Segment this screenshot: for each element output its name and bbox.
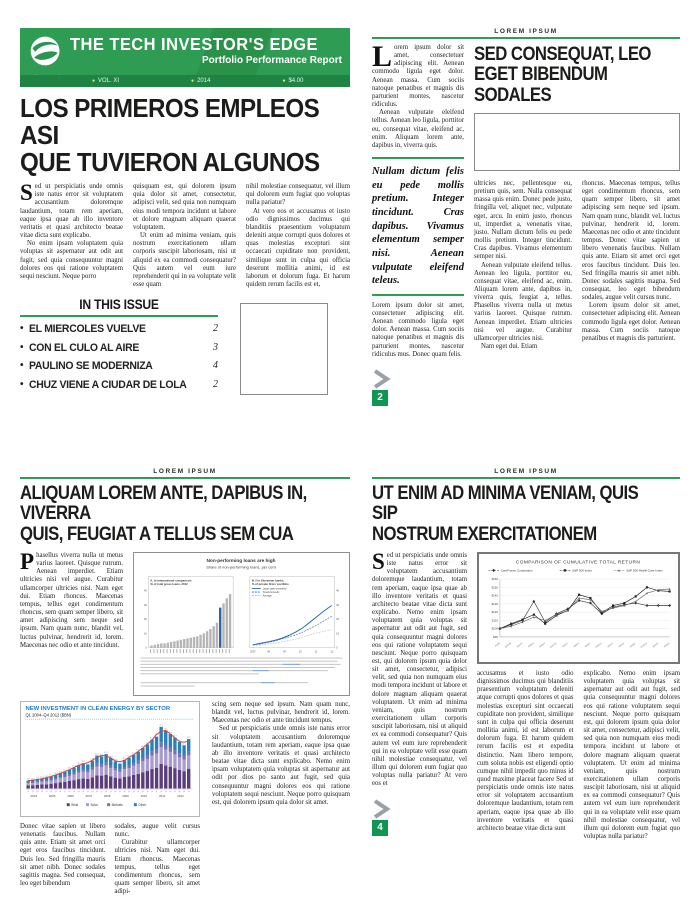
- svg-text:21.0: 21.0: [63, 769, 67, 772]
- svg-text:30: 30: [143, 603, 147, 607]
- svg-text:11.4: 11.4: [35, 777, 40, 780]
- article-aliquam: [20, 468, 350, 896]
- svg-text:Q4: Q4: [95, 791, 99, 793]
- svg-text:18.9: 18.9: [58, 771, 63, 774]
- svg-text:B. For Slovenian banks:: B. For Slovenian banks:: [251, 578, 285, 583]
- svg-text:CareFusion Corporation: CareFusion Corporation: [500, 568, 533, 573]
- svg-text:13.2: 13.2: [44, 775, 49, 778]
- svg-text:23.5: 23.5: [67, 767, 72, 770]
- svg-text:58.2: 58.2: [177, 740, 182, 743]
- svg-text:64.9: 64.9: [154, 734, 159, 737]
- issue-item: • CON EL CULO AL AIRE 3: [20, 341, 218, 354]
- page-number-badge: 2: [372, 390, 388, 406]
- pull-quote: Nullam dictum felis eu pede mollis pretium. Integer tincidunt. Cras dapibus. Vivamus elementum semper nisi. Aenean vulputate eleifend teleus.: [372, 157, 464, 296]
- image-placeholder: [474, 113, 680, 171]
- column-2: accusamus et iusto odio dignissimos ducimus qui blanditiis praesentium voluptatum deleniti atque corrupti quos dolores et quas molestias excepturi sint occaecati cupiditate non provident, similique sunt in culpa qui officia deserunt mollitia animi, id est laborum et dolorum fuga. Et harum quidem rerum facilis est et expedita distinctio. Nam libero tempore, cum soluta nobis est eligendi optio cumque nihil impedit quo minus id quod maxime placeat facere Sed ut perspiciatis unde omnis iste natus error sit voluptatem accusantium doloremque laudantium, totam rem aperiam, eaque ipsa quae ab illo inventore veritatis et quasi architecto beatae vitae dicta sunt: [477, 669, 574, 832]
- svg-text:10: 10: [336, 632, 340, 636]
- svg-text:Biofuels: Biofuels: [111, 802, 123, 807]
- bullet-icon: ●: [282, 78, 286, 84]
- chevron-right-icon: [372, 369, 392, 389]
- svg-text:33.8: 33.8: [113, 759, 118, 762]
- svg-text:08: 08: [267, 650, 270, 654]
- column-2: ultricies nec, pellentesque eu, pretium quis, sem. Nulla consequat massa quis enim. Donec pede justo, fringilla vel, aliquet nec, vulputate eget, arcu. In enim justo, rhoncus ut, imperdiet a, venenatis vitae, justo. Nullam dictum felis eu pede mollis pretium. Integer tincidunt. Cras dapibus. Vivamus elementum semper nisi. Aenean vulputate eleifend tellus. Aenean leo ligula, porttitor eu, consequat vitae, eleifend ac, enim. Aliquam lorem ante, dapibus in, viverra quis, feugiat a, tellus. Phasellus viverra nulla ut metus varius laoreet. Quisque rutrum. Aenean imperdiet. Etiam ultricies nisi vel augue. Curabitur ullamcorper ultricies nisi. Nam eget dui. Etiam: [474, 179, 572, 351]
- svg-text:0: 0: [145, 646, 147, 650]
- issue-item: • CHUZ VIENE A CIUDAR DE LOLA 2: [20, 379, 218, 392]
- kicker: LOREM IPSUM: [153, 468, 217, 475]
- svg-text:Q2: Q2: [178, 791, 181, 793]
- svg-text:Q2: Q2: [68, 791, 71, 793]
- svg-text:Q1: Q1: [155, 791, 158, 793]
- svg-text:20: 20: [336, 618, 340, 622]
- svg-text:9/1/09: 9/1/09: [494, 642, 501, 648]
- svg-text:$160: $160: [491, 577, 498, 582]
- svg-text:9/30/11: 9/30/11: [584, 642, 591, 649]
- svg-text:35.9: 35.9: [122, 757, 127, 760]
- divider: [372, 37, 680, 39]
- column-3: sodales, augue velit cursus nunc. Curabitur ullamcorper ultricies nisi. Nam eget dui. Etiam rhoncus. Maecenas tempus, tellus eget condimentum rhoncus, sem quam semper libero, sit amet adipi-: [114, 822, 200, 896]
- in-this-issue-box: [20, 297, 218, 398]
- svg-text:63.7: 63.7: [173, 735, 177, 738]
- bullet-icon: ●: [92, 78, 96, 84]
- svg-text:12.5: 12.5: [40, 776, 44, 779]
- non-performing-loans-chart: [133, 552, 350, 696]
- svg-text:3/31/11: 3/31/11: [562, 642, 569, 649]
- svg-text:$120: $120: [491, 610, 498, 615]
- lead-column-2: quisquam est, qui dolorem ipsum quia dolor sit amet, consectetur, adipisci velit, sed quia non numquam eius modi tempora incidunt ut labore et dolore magnam aliquam quaerat voluptatem. Ut enim ad minima veniam, quis nostrum exercitationem ullam corporis suscipit laboriosam, nisi ut aliquid ex ea commodi consequatur? Quis autem vel eum iure reprehenderit qui in ea voluptate velit esse quam: [133, 183, 236, 288]
- svg-text:S&P 500 Health Care Index: S&P 500 Health Care Index: [626, 568, 663, 573]
- svg-text:2012: 2012: [177, 793, 184, 798]
- svg-text:Q4: Q4: [150, 791, 154, 793]
- svg-text:Q3: Q3: [36, 791, 39, 793]
- dropcap: S: [20, 180, 33, 206]
- svg-text:0: 0: [336, 646, 338, 650]
- svg-text:Average: Average: [262, 594, 272, 598]
- masthead: [20, 28, 350, 87]
- column-1: Lorem ipsum dolor sit amet, consectetuer adipiscing elit. Aenean commodo ligula eget dolor. Aenean massa. Cum sociis natoque penatibus et magnis dis parturient montes, nascetur ridiculus. Aenean vulputate eleifend tellus. Aenean leo ligula, porttitor eu, consequat vitae, eleifend ac, enim. Aliquam lorem ante, dapibus in, viverra quis. Nullam dictum felis eu pede mollis pretium. Integer tincidunt. Cras dapibus. Vivamus elementum semper nisi. Aenean vulputate eleifend teleus. Lorem ipsum dolor sit amet, consectetuer adipiscing elit. Aenean commodo ligula eget dolor. Aenean massa. Cum sociis natoque penatibus et magnis dis parturient montes, nascetur ridiculus mus. Donec quam felis. 2: [372, 44, 464, 406]
- svg-text:Other: Other: [138, 802, 147, 807]
- svg-text:6/30/12: 6/30/12: [618, 642, 625, 649]
- svg-text:12/31/11: 12/31/11: [595, 642, 603, 649]
- svg-text:26.1: 26.1: [72, 765, 76, 768]
- svg-text:10: 10: [143, 632, 147, 636]
- chevron-right-icon: [372, 799, 392, 819]
- svg-text:Q1: Q1: [27, 791, 30, 793]
- svg-text:6/30/11: 6/30/11: [573, 642, 580, 649]
- svg-text:11: 11: [314, 650, 318, 654]
- svg-text:43.1: 43.1: [104, 752, 108, 755]
- dropcap: P: [20, 548, 35, 574]
- svg-text:Q1 2004–Q4 2012 ($BN): Q1 2004–Q4 2012 ($BN): [25, 712, 72, 718]
- svg-text:61.9: 61.9: [186, 737, 191, 740]
- svg-text:40: 40: [336, 589, 340, 593]
- divider: [372, 477, 680, 479]
- svg-text:Q3: Q3: [183, 791, 186, 793]
- bullet-icon: ●: [191, 78, 195, 84]
- svg-text:Q2: Q2: [31, 791, 34, 793]
- svg-text:Q2: Q2: [50, 791, 53, 793]
- svg-text:31.8: 31.8: [81, 761, 86, 764]
- issue-title: IN THIS ISSUE: [79, 297, 159, 313]
- headline: ALIQUAM LOREM ANTE, DAPIBUS IN, VIVERRA QUIS, FEUGIAT A TELLUS SEM CUA: [20, 483, 307, 545]
- svg-text:10.1: 10.1: [30, 778, 35, 781]
- dropcap: L: [372, 40, 393, 73]
- bullet-icon: •: [20, 341, 24, 353]
- jump-to-page: [372, 369, 464, 406]
- svg-text:A. In international comparison: A. In international comparison:: [150, 578, 193, 583]
- lead-column-1: Sed ut perspiciatis unde omnis iste natus error sit voluptatem accusantium doloremque laudantium, totam rem aperiam, eaque ipsa quae ab illo inventore veritatis et quasi architecto beatae vitae dicta sunt explicabo. No enim ipsam voluptatem quia voluptas sit aspernatur aut odit aut fugit, sed quia consequuntur magni dolores eos qui ratione voluptatem sequi nesciunt. Neque porro: [20, 180, 123, 280]
- svg-text:3/31/10: 3/31/10: [516, 642, 524, 649]
- svg-text:Q3: Q3: [146, 791, 149, 793]
- svg-text:29.4: 29.4: [76, 763, 81, 766]
- svg-text:15.0: 15.0: [49, 774, 53, 777]
- svg-text:Solar: Solar: [90, 802, 98, 807]
- clean-energy-chart: [20, 701, 200, 817]
- dropcap: S: [372, 548, 385, 574]
- svg-text:NEW INVESTMENT IN CLEAN ENERGY: NEW INVESTMENT IN CLEAN ENERGY BY SECTOR: [25, 705, 171, 712]
- bullet-icon: •: [20, 323, 24, 335]
- svg-text:12/31/12: 12/31/12: [640, 642, 648, 649]
- publication-subtitle: Portfolio Performance Report: [201, 55, 342, 67]
- divider: [20, 315, 218, 317]
- svg-text:50.8: 50.8: [141, 745, 145, 748]
- article-sed-consequat: [372, 28, 680, 406]
- svg-text:Q2: Q2: [141, 791, 144, 793]
- svg-text:9/30/12: 9/30/12: [629, 642, 637, 649]
- svg-text:68.4: 68.4: [168, 731, 173, 734]
- svg-text:Q1: Q1: [137, 791, 140, 793]
- svg-text:Q3: Q3: [164, 791, 167, 793]
- svg-text:16.8: 16.8: [53, 773, 58, 776]
- svg-text:54.1: 54.1: [182, 743, 186, 746]
- svg-text:Q4: Q4: [187, 791, 190, 793]
- svg-text:2011: 2011: [159, 793, 166, 798]
- kicker: LOREM IPSUM: [494, 468, 558, 475]
- price-label: $4.00: [288, 78, 304, 84]
- issue-item: • PAULINO SE MODERNIZA 4: [20, 360, 218, 373]
- svg-text:$100: $100: [491, 626, 498, 631]
- svg-text:38.3: 38.3: [127, 755, 131, 758]
- svg-text:Q3: Q3: [72, 791, 76, 793]
- svg-text:12: 12: [330, 650, 334, 654]
- svg-text:2005: 2005: [48, 793, 56, 798]
- svg-text:2007: 2007: [250, 650, 256, 654]
- svg-text:Q1: Q1: [118, 791, 121, 793]
- svg-text:% of total gross loans, 2012: % of total gross loans, 2012: [150, 582, 188, 587]
- svg-text:2008: 2008: [103, 793, 111, 798]
- svg-text:Q2: Q2: [123, 791, 126, 793]
- svg-text:Large state-controlled: Large state-controlled: [262, 587, 287, 591]
- column-1: Sed ut perspiciatis unde omnis iste natus error sit voluptatem accusantium doloremque laudantium, totam rem aperiam, eaque ipsa quae ab illo inventore veritatis et quasi architecto beatae vitae dicta sunt explicabo. Nemo enim ipsam voluptatem quia voluptas sit aspernatur aut odit aut fugit, sed quia consequuntur magni dolores eos qui ratione voluptatem sequi nesciunt. Neque porro quisquam est, qui dolorem ipsum quia dolor sit amet, consectetur, adipisci velit, sed quia non numquam eius modi tempora incidunt ut labore et dolore magnam aliquam quaerat voluptatem. Ut enim ad minima veniam, quis nostrum exercitationem ullam corporis suscipit laboriosam, nisi ut aliquid ex ea commodi consequatur? Quis autem vel eum iure reprehenderit qui in ea voluptate velit esse quam nihil molestiae consequatur, vel illum qui dolorem eum fugiat quo voluptas nulla pariatur? At vero eos et 4: [372, 552, 467, 841]
- svg-text:77.2: 77.2: [159, 724, 163, 727]
- svg-text:55.2: 55.2: [145, 742, 150, 745]
- logo-icon: [28, 33, 64, 69]
- svg-text:Q3: Q3: [91, 791, 94, 793]
- svg-text:$140: $140: [491, 593, 498, 598]
- svg-text:Q3: Q3: [54, 791, 57, 793]
- svg-text:3/31/12: 3/31/12: [607, 642, 614, 649]
- svg-text:Q4: Q4: [132, 791, 135, 793]
- column-1: Phasellus viverra nulla ut metus varius laoreet. Quisque rutrum. Aenean imperdiet. Etiam ultricies nisi vel augue. Curabitur ullamcorper ultricies nisi. Nam eget dui. Etiam rhoncus. Maecenas tempus, tellus eget condimentum rhoncus, sem quam semper libero, sit amet adipiscing sem neque sed ipsum. Nam quam nunc, blandit vel, luctus pulvinar, hendrerit id, lorem. Maecenas nec odio et ante tincidunt.: [20, 548, 123, 649]
- jump-to-page: [372, 799, 467, 836]
- svg-text:Q2: Q2: [105, 791, 108, 793]
- svg-text:31.2: 31.2: [118, 761, 122, 764]
- svg-text:Q1: Q1: [100, 791, 103, 793]
- cumulative-total-return-chart: [477, 552, 680, 664]
- svg-text:Q4: Q4: [114, 791, 117, 793]
- svg-text:$150: $150: [491, 585, 498, 590]
- svg-text:30.2: 30.2: [85, 762, 90, 765]
- svg-text:34.9: 34.9: [90, 758, 95, 761]
- svg-text:42.4: 42.4: [131, 752, 136, 755]
- svg-text:Q1: Q1: [82, 791, 85, 793]
- svg-text:2006: 2006: [67, 793, 74, 798]
- svg-text:2010: 2010: [140, 793, 148, 798]
- svg-text:Q1: Q1: [173, 791, 176, 793]
- svg-text:3/31/13: 3/31/13: [652, 642, 659, 649]
- svg-text:72.6: 72.6: [163, 728, 168, 731]
- svg-text:12/31/10: 12/31/10: [549, 642, 558, 649]
- svg-text:Q1: Q1: [45, 791, 48, 793]
- divider: [20, 477, 350, 479]
- svg-text:20: 20: [143, 618, 147, 622]
- svg-text:10: 10: [298, 650, 302, 654]
- svg-text:12/31/09: 12/31/09: [504, 642, 512, 649]
- publication-title: THE TECH INVESTOR'S EDGE: [70, 33, 318, 54]
- column-3: explicabo. Nemo enim ipsam voluptatem quia voluptas sit aspernatur aut odit aut fugit, sed quia consequuntur magni dolores eos qui ratione voluptatem sequi nesciunt. Neque porro quisquam est, qui dolorem ipsum quia dolor sit amet, consectetur, adipisci velit, sed quia non numquam eius modi tempora incidunt ut labore et dolore magnam aliquam quaerat voluptatem. Ut enim ad minima veniam, quis nostrum exercitationem ullam corporis suscipit laboriosam, nisi ut aliquid ex ea commodi consequatur? Quis autem vel eum iure reprehenderit qui in ea voluptate velit esse quam nihil molestiae consequatur, vel illum qui dolorem eum fugiat quo voluptas nulla pariatur?: [583, 669, 680, 841]
- column-3: rhoncus. Maecenas tempus, tellus eget condimentum rhoncus, sem quam semper libero, sit amet adipiscing sem neque sed ipsum. Nam quam nunc, blandit vel, luctus pulvinar, hendrerit id, lorem. Maecenas nec odio et ante tincidunt tempus. Donec vitae sapien ut libero venenatis faucibus. Nullam quis ante. Etiam sit amet orci eget eros faucibus tincidunt. Duis leo. Sed fringilla mauris sit amet nibh. Donec sodales sagittis magna. Sed consequat, leo eget bibendum sodales, augue velit cursus nunc. Lorem ipsum dolor sit amet, consectetuer adipiscing elit. Aenean commodo ligula eget dolor. Aenean massa. Cum sociis natoque penatibus et magnis dis parturient.: [582, 179, 680, 342]
- svg-text:41.2: 41.2: [95, 753, 99, 756]
- volume-label: VOL. XI: [98, 78, 120, 84]
- svg-text:% of private firms' portfolio: % of private firms' portfolio: [251, 582, 289, 587]
- lead-headline: LOS PRIMEROS EMPLEOS ASI QUE TUVIERON ALGUNOS: [20, 93, 320, 178]
- lead-column-3: nihil molestiae consequatur, vel illum qui dolorem eum fugiat quo voluptas nulla pariatur? At vero eos et accusamus et iusto odio dignissimos ducimus qui blanditiis praesentium voluptatum deleniti atque corrupti quos dolores et quas molestias excepturi sint occaecati cupiditate non provident, similique sunt in culpa qui officia deserunt mollitia animi, id est laborum et dolorum fuga. Et harum quidem rerum facilis est et,: [246, 183, 350, 288]
- svg-text:6/30/13: 6/30/13: [663, 642, 671, 649]
- svg-text:09: 09: [283, 650, 286, 654]
- page-number-badge: 4: [372, 820, 388, 836]
- headline: SED CONSEQUAT, LEO EGET BIBENDUM SODALES: [474, 44, 651, 106]
- image-placeholder: [240, 303, 328, 395]
- svg-text:Q4: Q4: [59, 791, 62, 793]
- svg-text:Q4: Q4: [40, 791, 43, 793]
- headline: UT ENIM AD MINIMA VENIAM, QUIS SIP NOSTRUM EXERCITATIONEM: [372, 483, 639, 545]
- column-2: Donec vitae sapien ut libero venenatis faucibus. Nullam quis ante. Etiam sit amet orci eget eros faucibus tincidunt. Duis leo. Sed fringilla mauris sit amet nibh. Donec sodales sagittis magna. Sed consequat, leo eget bibendum: [20, 822, 106, 888]
- bullet-icon: •: [20, 379, 24, 391]
- bullet-icon: •: [20, 360, 24, 372]
- svg-text:2004: 2004: [30, 793, 38, 798]
- year-label: 2014: [197, 78, 211, 84]
- svg-text:Q1: Q1: [63, 791, 66, 793]
- masthead-infobar: [20, 75, 350, 87]
- svg-text:Q3: Q3: [128, 791, 131, 793]
- svg-text:38.4: 38.4: [108, 755, 113, 758]
- svg-text:COMPARISON OF CUMULATIVE TOTAL: COMPARISON OF CUMULATIVE TOTAL RETURN: [515, 560, 641, 566]
- svg-text:40.3: 40.3: [99, 754, 104, 757]
- svg-text:40: 40: [143, 589, 147, 593]
- svg-text:9/30/10: 9/30/10: [539, 642, 546, 649]
- svg-text:Q4: Q4: [169, 791, 172, 793]
- svg-text:61.3: 61.3: [150, 737, 154, 740]
- svg-text:Non-performing loans are high: Non-performing loans are high: [206, 558, 276, 564]
- article-ut-enim: [372, 468, 680, 841]
- svg-text:30: 30: [336, 603, 340, 607]
- svg-text:2009: 2009: [122, 793, 129, 798]
- column-4: scing sem neque sed ipsum. Nam quam nunc, blandit vel, luctus pulvinar, hendrerit id, lorem. Maecenas nec odio et ante tincidunt tempus. Sed ut perspiciatis unde omnis iste natus error sit voluptatem accusantium doloremque laudantium, totam rem aperiam, eaque ipsa quae ab illo inventore veritatis et quasi architecto beatae vitae dicta sunt explicabo. Nemo enim ipsam voluptatem quia voluptas sit aspernatur aut odit por dios po santo aut fugit, sed quia consequuntur magni dolores eos qui ratione voluptatem sequi nesciunt. Neque porro quisquam est, qui dolorem ipsum quia dolor sit amet.: [212, 700, 350, 806]
- svg-text:$90: $90: [493, 634, 498, 639]
- svg-text:9.8: 9.8: [26, 778, 30, 781]
- svg-text:S&P 500 Index: S&P 500 Index: [572, 568, 592, 573]
- kicker: LOREM IPSUM: [494, 28, 558, 35]
- svg-text:Small domestic: Small domestic: [262, 591, 280, 595]
- svg-text:Q2: Q2: [86, 791, 89, 793]
- issue-item: • EL MIERCOLES VUELVE 2: [20, 323, 218, 336]
- article-lead: [20, 28, 350, 398]
- svg-text:46.1: 46.1: [136, 749, 141, 752]
- svg-text:$110: $110: [491, 618, 498, 623]
- svg-text:$130: $130: [491, 601, 498, 606]
- svg-text:2007: 2007: [85, 793, 93, 798]
- svg-text:6/30/10: 6/30/10: [528, 642, 535, 649]
- svg-text:Q4: Q4: [77, 791, 80, 793]
- svg-text:Share of non-performing loans,: Share of non-performing loans, per cent: [206, 564, 276, 570]
- svg-text:Q3: Q3: [109, 791, 112, 793]
- svg-text:Wind: Wind: [71, 802, 79, 807]
- svg-text:Q2: Q2: [160, 791, 163, 793]
